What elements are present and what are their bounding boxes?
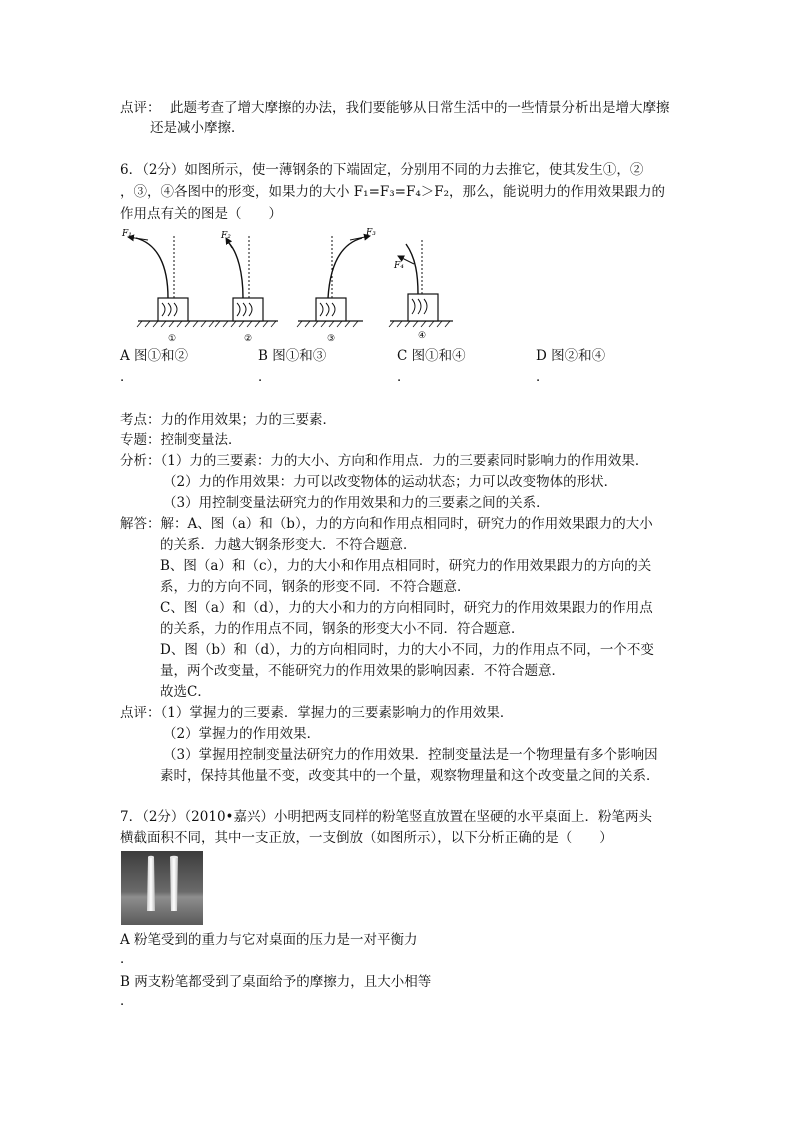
prev-review-line-2: 还是减小摩擦．: [150, 120, 245, 136]
q6-jieda-line-8: 量，两个改变量，不能研究力的作用效果的影响因素．不符合题意．: [160, 663, 565, 679]
q7-stem-line-2: 横截面积不同，其中一支正放，一支倒放（如图所示），以下分析正确的是（ ）: [120, 830, 613, 846]
q7-option-b-dot: ．: [120, 993, 134, 1009]
q6-stem-line-2: ，③，④各图中的形变，如果力的大小 F₁=F₃=F₄＞F₂，那么，能说明力的作用效果跟力的: [120, 184, 666, 200]
q6-panel-2: [215, 231, 278, 344]
q6-option-c-dot: ．: [397, 369, 411, 385]
q7-chalk-photo: [121, 851, 203, 925]
q6-option-b: B 图①和③: [258, 348, 327, 364]
q6-jieda-line-2: 的关系．力越大钢条形变大．不符合题意．: [160, 537, 417, 553]
q6-force-label-1: F₁: [122, 229, 132, 239]
q6-zhuanti: 专题：控制变量法．: [120, 432, 242, 448]
q6-fenxi-line-2: （2）力的作用效果：力可以改变物体的运动状态；力可以改变物体的形状．: [163, 474, 618, 490]
q7-stem-line-1: 7．（2分）（2010•嘉兴）小明把两支同样的粉笔竖直放置在坚硬的水平桌面上．粉笔两头: [120, 809, 652, 825]
q6-option-a: A 图①和②: [120, 348, 189, 364]
q6-dianping-line-1: 点评：（1）掌握力的三要素．掌握力的三要素影响力的作用效果．: [120, 705, 514, 721]
q7-option-a: A 粉笔受到的重力与它对桌面的压力是一对平衡力: [120, 932, 418, 948]
q6-option-a-dot: ．: [120, 369, 134, 385]
q6-fenxi-line-3: （3）用控制变量法研究力的作用效果和力的三要素之间的关系．: [163, 495, 550, 511]
q6-option-b-dot: ．: [258, 369, 272, 385]
q6-jieda-line-4: 系，力的方向不同，钢条的形变不同．不符合题意．: [160, 579, 471, 595]
q6-force-label-2: F₂: [221, 231, 231, 241]
q6-panel-4: [389, 240, 453, 341]
q7-option-a-dot: ．: [120, 951, 134, 967]
q6-dianping-line-4: 素时，保持其他量不变，改变其中的一个量，观察物理量和这个改变量之间的关系．: [160, 768, 660, 784]
q6-panel-label-2: ②: [243, 334, 253, 344]
q6-panel-1: [121, 229, 218, 344]
q6-figure: [118, 226, 458, 346]
q6-jieda-line-6: 的关系，力的作用点不同，钢条的形变大小不同．符合题意．: [160, 621, 525, 637]
q6-dianping-line-3: （3）掌握用控制变量法研究力的作用效果．控制变量法是一个物理量有多个影响因: [163, 747, 658, 763]
q6-panel-label-1: ①: [167, 334, 177, 344]
q6-option-d: D 图②和④: [536, 348, 606, 364]
q6-jieda-line-1: 解答：解：A、图（a）和（b），力的方向和作用点相同时，研究力的作用效果跟力的大小: [120, 516, 653, 532]
prev-review-line-1: 此题考查了增大摩擦的办法，我们要能够从日常生活中的一些情景分析出是增大摩擦: [170, 100, 670, 116]
q6-force-label-3: F₃: [366, 228, 376, 238]
q6-jieda-line-5: C、图（a）和（d），力的大小和力的方向相同时，研究力的作用效果跟力的作用点: [160, 600, 653, 616]
q6-kaodian: 考点：力的作用效果；力的三要素．: [120, 412, 336, 428]
q6-panel-label-3: ③: [326, 334, 336, 344]
q6-jieda-line-3: B、图（a）和（c），力的大小和作用点相同时，研究力的作用效果跟力的方向的关: [160, 558, 652, 574]
q6-stem-line-1: 6．（2分）如图所示，使一薄钢条的下端固定，分别用不同的力去推它，使其发生①，②: [120, 162, 644, 178]
q6-panel-3: [297, 228, 376, 344]
q6-dianping-line-2: （2）掌握力的作用效果．: [163, 726, 321, 742]
q6-stem-line-3: 作用点有关的图是（ ）: [120, 206, 282, 222]
prev-review-label: 点评：: [120, 100, 161, 116]
q6-force-label-4: F₄: [394, 261, 404, 271]
q6-panel-label-4: ④: [417, 331, 427, 341]
q7-option-b: B 两支粉笔都受到了桌面给予的摩擦力，且大小相等: [120, 974, 432, 990]
q6-fenxi-line-1: 分析：（1）力的三要素：力的大小、方向和作用点．力的三要素同时影响力的作用效果．: [120, 453, 649, 469]
q6-jieda-line-9: 故选C．: [160, 684, 211, 700]
q6-option-d-dot: ．: [536, 369, 550, 385]
q6-jieda-line-7: D、图（b）和（d），力的方向相同时，力的大小不同，力的作用点不同，一个不变: [160, 642, 654, 658]
q6-option-c: C 图①和④: [397, 348, 466, 364]
